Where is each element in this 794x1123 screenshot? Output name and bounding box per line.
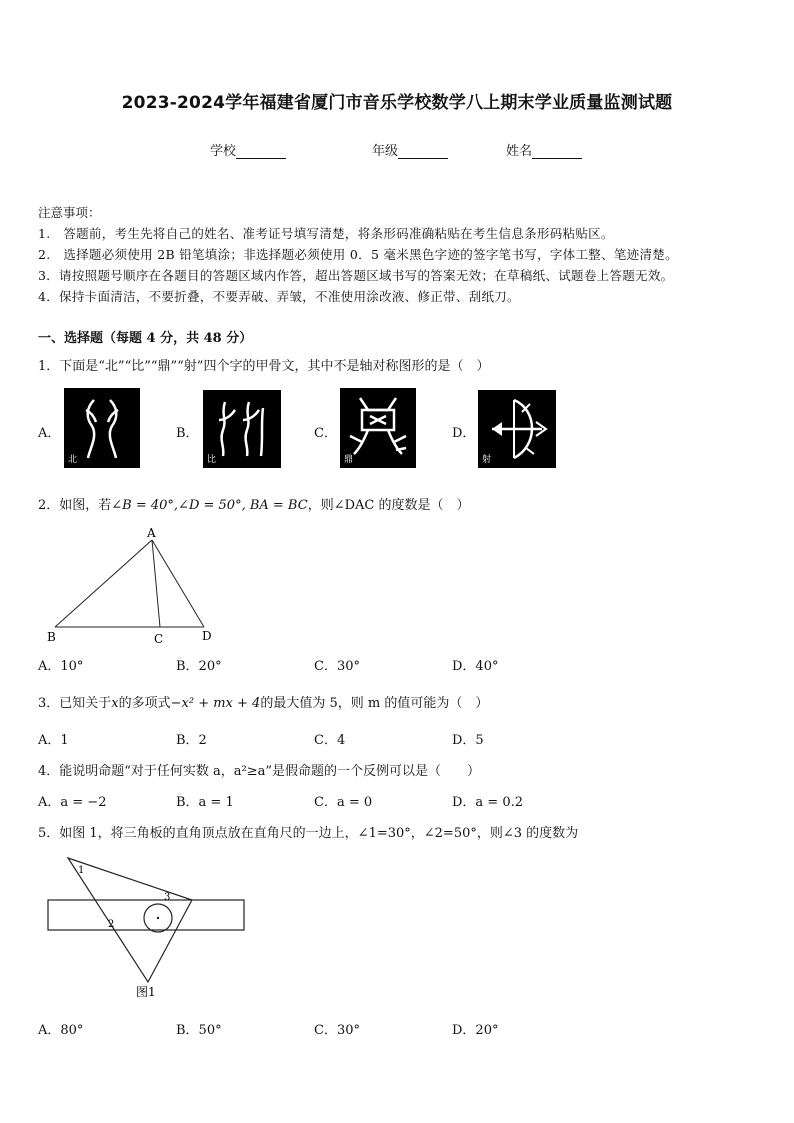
q2-condition: ∠B = 40°,∠D = 50°, BA = BC [111, 498, 308, 513]
q4-option-c[interactable]: C．a = 0 [314, 795, 373, 810]
vertex-d-label: D [202, 629, 212, 643]
grade-label: 年级 [372, 144, 399, 159]
q4-option-a[interactable]: A．a = −2 [38, 795, 107, 810]
triangle-ruler-figure [40, 848, 260, 1004]
oracle-ding-image[interactable] [340, 388, 416, 468]
oracle-bi-image[interactable] [203, 390, 281, 468]
school-field[interactable] [210, 140, 286, 159]
q2-option-a[interactable]: A．10° [38, 659, 84, 674]
oracle-ding-caption: 鼎 [344, 455, 354, 465]
grade-blank[interactable] [398, 146, 448, 159]
oracle-bi-caption: 比 [207, 455, 217, 465]
q3-suffix: 的最大值为 5，则 m 的值可能为（ ） [260, 696, 489, 711]
question-1-text: 1．下面是“北”“比”“鼎”“射”四个字的甲骨文，其中不是轴对称图形的是（ ） [38, 359, 490, 374]
q3-option-d[interactable]: D．5 [452, 733, 484, 748]
q2-prefix: 2．如图，若 [38, 498, 112, 513]
vertex-c-label: C [154, 632, 164, 646]
q3-polynomial: −x² + mx + 4 [170, 696, 261, 711]
q3-mid: 的多项式 [118, 696, 171, 711]
notice-item: 1. 答题前，考生先将自己的姓名、准考证号填写清楚，将条形码准确粘贴在考生信息条形码粘贴区。 [38, 226, 614, 241]
q1-option-c-letter[interactable]: C． [314, 426, 337, 441]
q1-option-b-letter[interactable]: B． [176, 426, 199, 441]
angle-2-label: 2 [108, 919, 115, 930]
question-5-text: 5．如图 1，将三角板的直角顶点放在直角尺的一边上，∠1=30°，∠2=50°，则∠3 的度数为 [38, 826, 579, 841]
school-blank[interactable] [236, 146, 286, 159]
q3-option-a[interactable]: A．1 [38, 733, 69, 748]
q5-option-a[interactable]: A．80° [38, 1023, 84, 1038]
question-2-text [38, 494, 469, 513]
oracle-bei-caption: 北 [68, 455, 78, 465]
name-field[interactable] [506, 140, 582, 159]
page-title: 2023-2024学年福建省厦门市音乐学校数学八上期末学业质量监测试题 [121, 93, 673, 113]
q1-option-a-letter[interactable]: A． [38, 426, 61, 441]
q5-option-d[interactable]: D．20° [452, 1023, 499, 1038]
vertex-b-label: B [47, 630, 56, 644]
grade-field[interactable] [372, 140, 448, 159]
figure-1-caption: 图1 [136, 985, 156, 999]
q3-variable: x [111, 696, 119, 711]
section-heading: 一、选择题（每题 4 分，共 48 分） [38, 331, 253, 346]
q5-option-b[interactable]: B．50° [176, 1023, 222, 1038]
question-3-text [38, 692, 488, 711]
q4-option-d[interactable]: D．a = 0.2 [452, 795, 524, 810]
q2-option-c[interactable]: C．30° [314, 659, 360, 674]
name-label: 姓名 [506, 144, 533, 159]
q3-option-b[interactable]: B．2 [176, 733, 207, 748]
q2-suffix: ，则∠DAC 的度数是（ ） [307, 498, 470, 513]
notice-item: 2. 选择题必须使用 2B 铅笔填涂；非选择题必须使用 0．5 毫米黑色字迹的签字笔书写，字体工整、笔迹清楚。 [38, 247, 678, 262]
oracle-she-image[interactable] [478, 390, 556, 468]
oracle-she-caption: 射 [482, 455, 492, 465]
q3-option-c[interactable]: C．4 [314, 733, 346, 748]
angle-3-label: 3 [164, 892, 171, 903]
q2-option-b[interactable]: B．20° [176, 659, 222, 674]
name-blank[interactable] [532, 146, 582, 159]
q4-option-b[interactable]: B．a = 1 [176, 795, 234, 810]
question-4-text: 4．能说明命题“对于任何实数 a，a²≥a”是假命题的一个反例可以是（ ） [38, 764, 481, 779]
angle-1-label: 1 [78, 865, 85, 876]
q3-prefix: 3．已知关于 [38, 696, 112, 711]
oracle-bei-image[interactable] [64, 388, 140, 468]
q2-option-d[interactable]: D．40° [452, 659, 499, 674]
school-label: 学校 [210, 144, 237, 159]
triangle-figure [40, 524, 230, 648]
vertex-a-label: A [147, 526, 156, 540]
q1-option-d-letter[interactable]: D． [452, 426, 476, 441]
notice-title: 注意事项： [38, 205, 101, 220]
notice-item: 4．保持卡面清洁，不要折叠，不要弄破、弄皱，不准使用涂改液、修正带、刮纸刀。 [38, 289, 520, 304]
q5-option-c[interactable]: C．30° [314, 1023, 360, 1038]
notice-item: 3．请按照题号顺序在各题目的答题区域内作答，超出答题区域书写的答案无效；在草稿纸、试题卷上答题无效。 [38, 268, 674, 283]
